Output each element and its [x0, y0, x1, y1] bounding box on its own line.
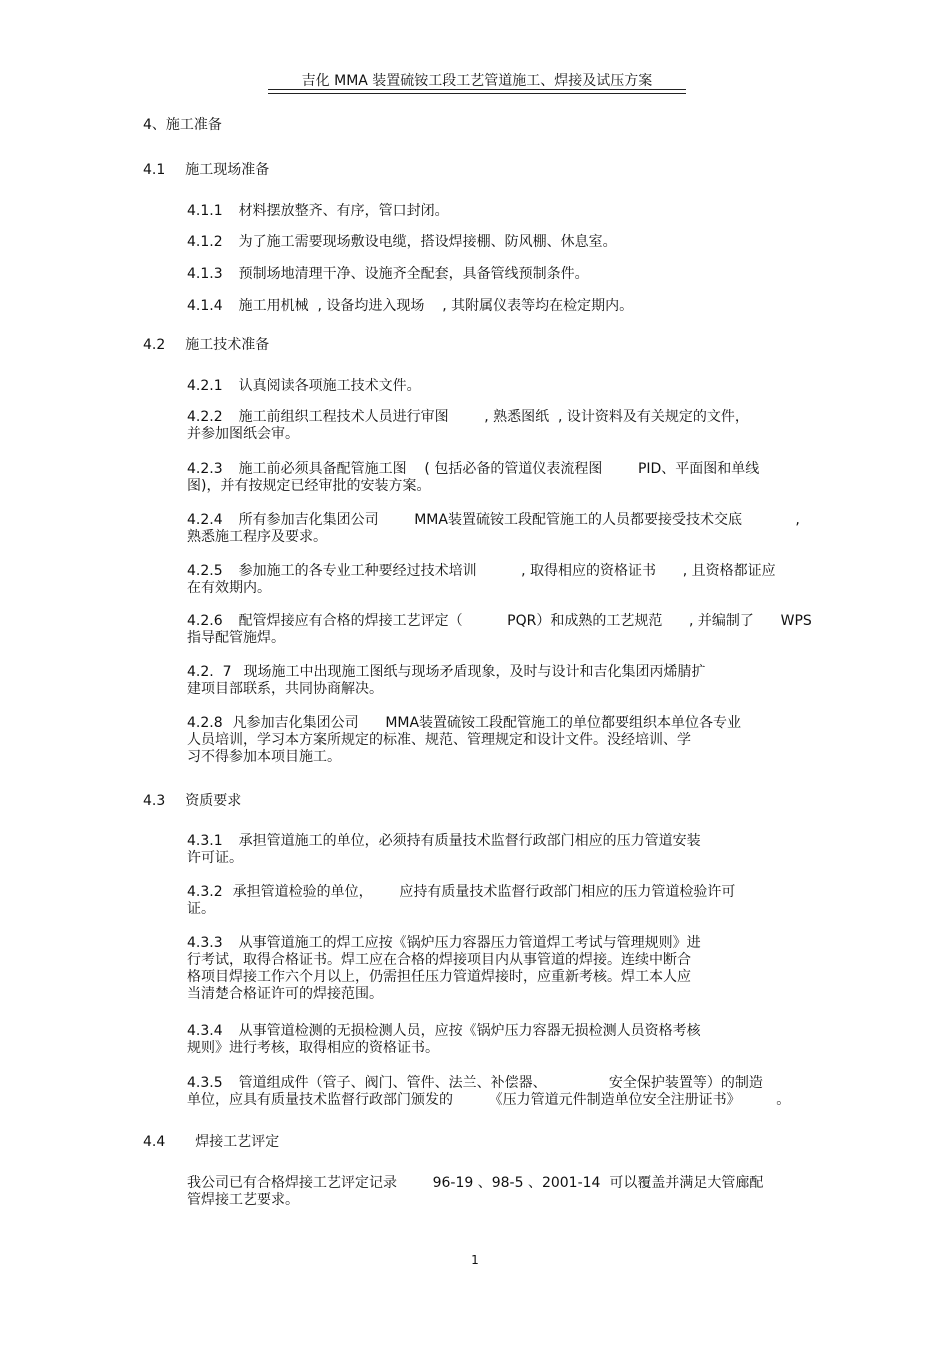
item-4-1-4 — [187, 298, 807, 315]
section-title: 焊接工艺评定 — [195, 1134, 280, 1150]
item-text-line-2: 并参加图纸会审。 — [187, 426, 299, 442]
item-text-line-2: 单位，应具有质量技术监督行政部门颁发的 《压力管道元件制造单位安全注册证书》 。 — [187, 1092, 791, 1108]
item-4-3-3 — [187, 935, 807, 1003]
item-text-line-1: 承担管道检验的单位， 应持有质量技术监督行政部门相应的压力管道检验许可 — [232, 884, 736, 900]
item-text-line-1: 承担管道施工的单位，必须持有质量技术监督行政部门相应的压力管道安装 — [238, 833, 701, 849]
item-number: 4.2.3 — [187, 461, 223, 477]
item-4-2-4 — [187, 512, 807, 546]
item-text-line-1: 从事管道检测的无损检测人员，应按《锅炉压力容器无损检测人员资格考核 — [238, 1023, 701, 1039]
item-text: 为了施工需要现场敷设电缆，搭设焊接棚、防风棚、休息室。 — [238, 234, 617, 250]
item-4-3-1 — [187, 833, 807, 867]
item-text-line-4: 当清楚合格证许可的焊接范围。 — [187, 986, 383, 1002]
item-text-line-1: 配管焊接应有合格的焊接工艺评定（ PQR）和成熟的工艺规范 , 并编制了 WPS — [238, 613, 812, 629]
section-number: 4.1 — [143, 162, 166, 178]
paragraph-line-1: 我公司已有合格焊接工艺评定记录 96-19 、98-5 、2001-14 可以覆盖并满足大管廊配 — [187, 1175, 764, 1191]
item-text-line-2: 图)，并有按规定已经审批的安装方案。 — [187, 478, 431, 494]
page-number: 1 — [471, 1253, 479, 1267]
item-number: 4.3.5 — [187, 1075, 223, 1091]
item-number: 4.3.3 — [187, 935, 223, 951]
item-4-1-2 — [187, 234, 807, 251]
item-4-2-1 — [187, 378, 807, 395]
section-title: 施工技术准备 — [185, 337, 270, 353]
item-4-3-4 — [187, 1023, 807, 1057]
paragraph-4-4 — [187, 1175, 807, 1209]
item-text-line-2: 指导配管施焊。 — [187, 630, 285, 646]
item-text-line-3: 习不得参加本项目施工。 — [187, 749, 341, 765]
item-text-line-2: 规则》进行考核，取得相应的资格证书。 — [187, 1040, 439, 1056]
item-number: 4.1.4 — [187, 298, 223, 314]
item-number: 4.2.2 — [187, 409, 223, 425]
item-number: 4.3.1 — [187, 833, 223, 849]
item-number: 4.2.8 — [187, 715, 223, 731]
item-4-3-5 — [187, 1075, 807, 1109]
item-text-line-1: 管道组成件（管子、阀门、管件、法兰、补偿器、 安全保护装置等）的制造 — [238, 1075, 763, 1091]
item-4-2-3 — [187, 461, 807, 495]
section-4-2-heading — [143, 337, 269, 354]
paragraph-line-2: 管焊接工艺要求。 — [187, 1192, 299, 1208]
item-text-line-2: 熟悉施工程序及要求。 — [187, 529, 327, 545]
item-text-line-1: 从事管道施工的焊工应按《锅炉压力容器压力管道焊工考试与管理规则》进 — [238, 935, 701, 951]
item-text: 施工用机械 , 设备均进入现场 , 其附属仪表等均在检定期内。 — [238, 298, 634, 314]
item-4-1-3 — [187, 266, 807, 283]
item-text-line-2: 行考试，取得合格证书。焊工应在合格的焊接项目内从事管道的焊接。连续中断合 — [187, 952, 691, 968]
item-4-2-2 — [187, 409, 807, 443]
header-double-rule — [268, 89, 686, 94]
item-text-line-1: 现场施工中出现施工图纸与现场矛盾现象，及时与设计和吉化集团丙烯腈扩 — [243, 664, 706, 680]
item-number: 4.2.6 — [187, 613, 223, 629]
item-text: 预制场地清理干净、设施齐全配套，具备管线预制条件。 — [238, 266, 589, 282]
item-number: 4.2. 7 — [187, 664, 232, 680]
section-number: 4.2 — [143, 337, 166, 353]
item-text-line-2: 证。 — [187, 901, 215, 917]
item-text-line-1: 凡参加吉化集团公司 MMA装置硫铵工段配管施工的单位都要组织本单位各专业 — [232, 715, 742, 731]
item-number: 4.2.1 — [187, 378, 223, 394]
item-text-line-2: 在有效期内。 — [187, 580, 271, 596]
item-4-2-7 — [187, 664, 807, 698]
item-4-2-8 — [187, 715, 807, 766]
item-4-1-1 — [187, 203, 807, 220]
item-number: 4.2.5 — [187, 563, 223, 579]
item-number: 4.1.3 — [187, 266, 223, 282]
item-text-line-1: 参加施工的各专业工种要经过技术培训 , 取得相应的资格证书 , 且资格都证应 — [238, 563, 776, 579]
section-4-4-heading — [143, 1134, 279, 1151]
item-4-2-5 — [187, 563, 807, 597]
item-text-line-2: 建项目部联系，共同协商解决。 — [187, 681, 383, 697]
item-number: 4.2.4 — [187, 512, 223, 528]
section-4-heading: 4、施工准备 — [143, 117, 222, 133]
section-4-1-heading — [143, 162, 269, 179]
section-title: 施工现场准备 — [185, 162, 270, 178]
item-text-line-2: 许可证。 — [187, 850, 243, 866]
page-header-title: 吉化 MMA 装置硫铵工段工艺管道施工、焊接及试压方案 — [301, 73, 653, 89]
item-number: 4.3.2 — [187, 884, 223, 900]
item-text-line-1: 施工前必须具备配管施工图 ( 包括必备的管道仪表流程图 PID、平面图和单线 — [238, 461, 760, 477]
item-4-2-6 — [187, 613, 812, 647]
item-text: 材料摆放整齐、有序，管口封闭。 — [238, 203, 449, 219]
item-number: 4.1.1 — [187, 203, 223, 219]
section-number: 4.4 — [143, 1134, 166, 1150]
item-text-line-3: 格项目焊接工作六个月以上，仍需担任压力管道焊接时，应重新考核。焊工本人应 — [187, 969, 691, 985]
item-number: 4.1.2 — [187, 234, 223, 250]
item-text-line-1: 施工前组织工程技术人员进行审图 , 熟悉图纸 , 设计资料及有关规定的文件， — [238, 409, 749, 425]
item-text-line-1: 所有参加吉化集团公司 MMA装置硫铵工段配管施工的人员都要接受技术交底 , — [238, 512, 800, 528]
item-number: 4.3.4 — [187, 1023, 223, 1039]
section-title: 资质要求 — [185, 793, 242, 809]
item-text: 认真阅读各项施工技术文件。 — [238, 378, 421, 394]
section-number: 4.3 — [143, 793, 166, 809]
item-text-line-2: 人员培训，学习本方案所规定的标准、规范、管理规定和设计文件。没经培训、学 — [187, 732, 691, 748]
section-4-3-heading — [143, 793, 241, 810]
item-4-3-2 — [187, 884, 807, 918]
